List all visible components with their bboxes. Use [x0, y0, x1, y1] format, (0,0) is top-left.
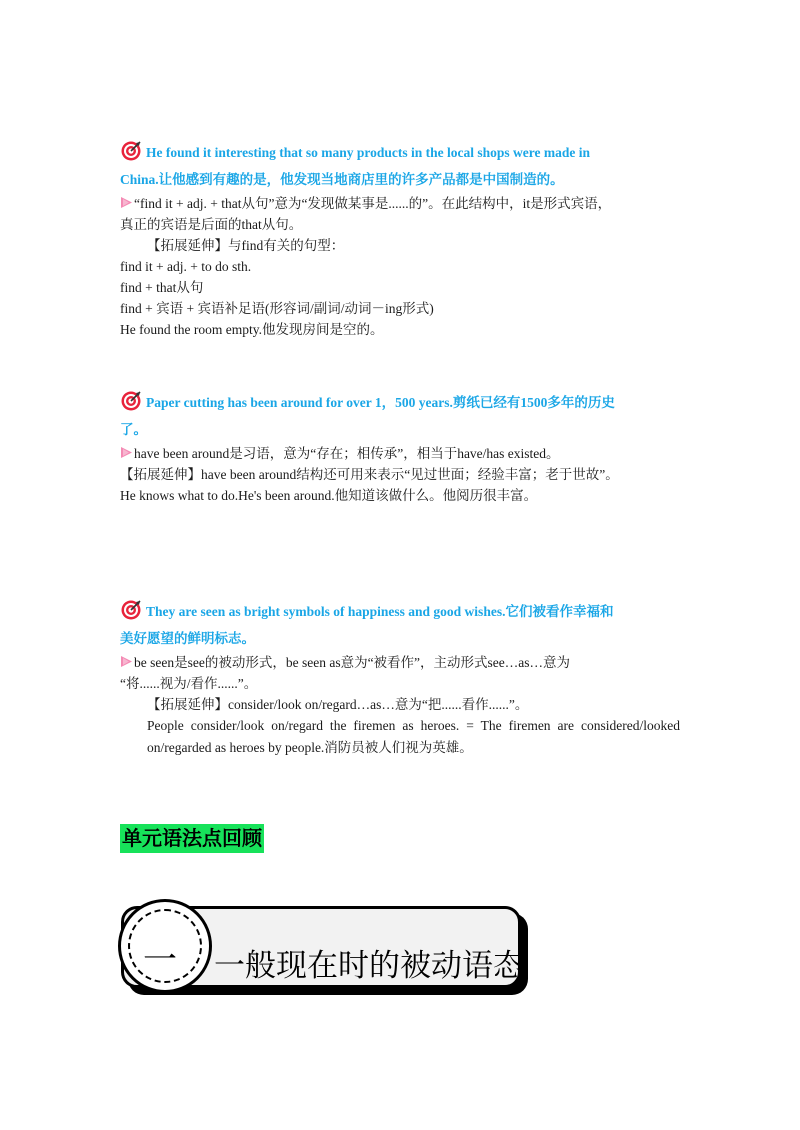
triangle-icon [120, 655, 133, 668]
item-3-note [120, 652, 680, 673]
item-2-extension: 【拓展延伸】have been around结构还可用来表示“见过世面；经验丰富；老于世故”。 [120, 467, 619, 482]
item-2-note [120, 443, 680, 464]
target-icon [120, 599, 142, 621]
item-2-heading-cont: 了。 [120, 422, 147, 437]
item-3-heading-en: They are seen as bright symbols of happiness and good wishes.它们被看作幸福和 [146, 604, 614, 619]
item-1-pattern-2: find + that从句 [120, 280, 204, 295]
item-3-heading-cont: 美好愿望的鲜明标志。 [120, 631, 255, 646]
item-2-heading [120, 389, 680, 416]
item-1-heading-en: He found it interesting that so many products in the local shops were made in [146, 145, 591, 160]
target-icon [120, 140, 142, 162]
section-title-badge: 单元语法点回顾 [120, 824, 264, 853]
item-1 [120, 139, 680, 340]
item-2-example: He knows what to do.He's been around.他知道该做什么。他阅历很丰富。 [120, 488, 538, 503]
item-3-heading [120, 598, 680, 625]
item-1-note [120, 193, 680, 214]
item-3-example: People consider/look on/regard the firemen as heroes. = The firemen are considered/looked on/regarded as heroes by people.消防员被人们视为英雄。 [147, 718, 680, 755]
item-2 [120, 389, 680, 506]
item-1-note-line-1: “find it + adj. + that从句”意为“发现做某事是......的”。在此结构中，it是形式宾语， [134, 196, 612, 211]
item-3 [120, 598, 680, 759]
item-1-pattern-3: find + 宾语 + 宾语补足语(形容词/副词/动词－ing形式) [120, 301, 434, 316]
item-1-note-line-2: 真正的宾语是后面的that从句。 [120, 217, 303, 232]
triangle-icon [120, 196, 133, 209]
item-1-example: He found the room empty.他发现房间是空的。 [120, 322, 384, 337]
item-1-pattern-1: find it + adj. + to do sth. [120, 259, 252, 274]
item-3-note-line-2: “将......视为/看作......”。 [120, 676, 258, 691]
item-1-extension: 【拓展延伸】与find有关的句型： [147, 238, 345, 253]
banner-number: 一 [143, 940, 177, 980]
item-2-note-text: have been around是习语，意为“存在；相传承”，相当于have/has existed。 [134, 446, 560, 461]
item-3-extension: 【拓展延伸】consider/look on/regard…as…意为“把......看作......”。 [147, 697, 529, 712]
item-2-heading-en: Paper cutting has been around for over 1，500 years.剪纸已经有1500多年的历史 [146, 395, 615, 410]
target-icon [120, 390, 142, 412]
item-1-heading-cont: China.让他感到有趣的是，他发现当地商店里的许多产品都是中国制造的。 [120, 172, 564, 187]
banner-title: 一般现在时的被动语态 [214, 948, 524, 984]
item-3-note-line-1: be seen是see的被动形式，be seen as意为“被看作”，主动形式see…as…意为 [134, 655, 571, 670]
triangle-icon [120, 446, 133, 459]
item-1-heading [120, 139, 680, 166]
